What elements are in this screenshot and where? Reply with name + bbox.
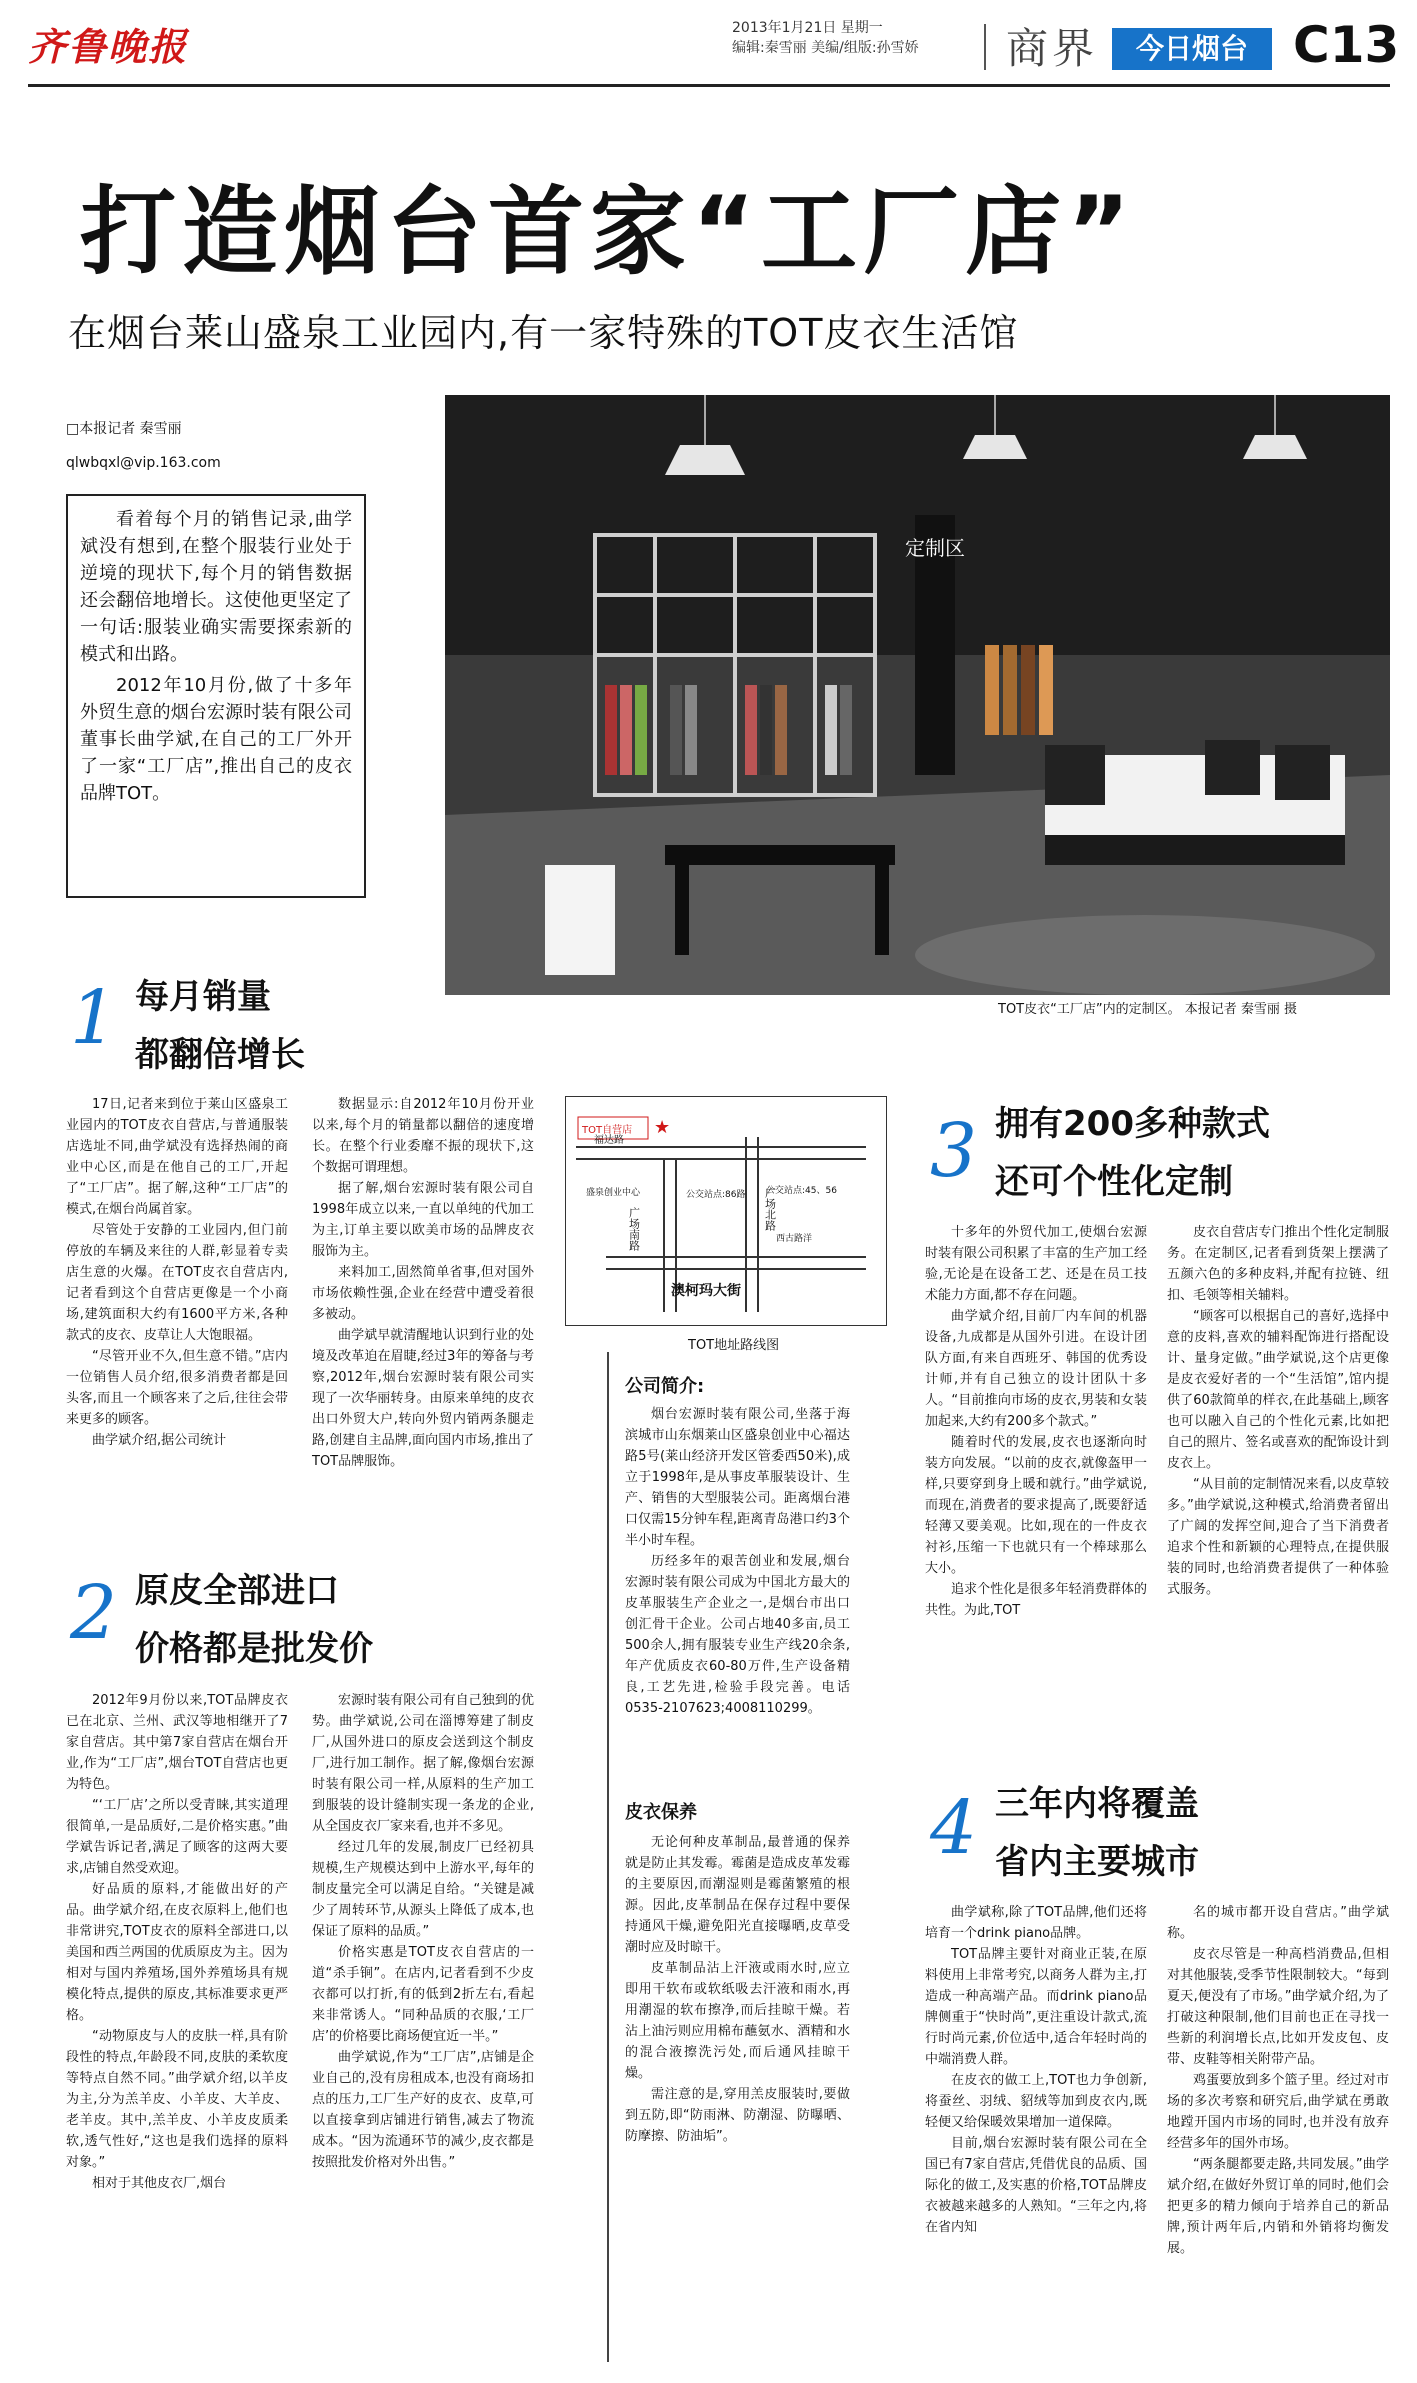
paragraph: “尽管开业不久,但生意不错。”店内一位销售人员介绍,很多消费者都是回头客,而且一个顾客来了之后,往往会带来更多的顾客。 [66, 1349, 288, 1427]
paragraph: 经过几年的发展,制皮厂已经初具规模,生产规模达到中上游水平,每年的制皮量完全可以满足自给。“关键是减少了周转环节,从源头上降低了成本,也保证了原料的品质。” [312, 1840, 534, 1939]
paragraph: 烟台宏源时装有限公司,坐落于海滨城市山东烟莱山区盛泉创业中心福达路5号(莱山经济开发区管委西50米),成立于1998年,是从事皮革服装设计、生产、销售的大型服装公司。距离烟台港口仅需15分钟车程,距离青岛港口约3个半小时车程。 [625, 1407, 850, 1548]
section-3-col-1 [925, 1222, 1147, 1621]
paragraph: 曲学斌称,除了TOT品牌,他们还将培育一个drink piano品牌。 [925, 1905, 1147, 1941]
showroom-illustration [445, 395, 1390, 995]
section-4-col-1 [925, 1902, 1147, 2238]
paragraph: 数据显示:自2012年10月份开业以来,每个月的销量都以翻倍的速度增长。在整个行业委靡不振的现状下,这个数据可谓理想。 [312, 1097, 534, 1175]
photo-caption: TOT皮衣“工厂店”内的定制区。 本报记者 秦雪丽 摄 [998, 1002, 1297, 1017]
map-store-label: TOT自营店 [582, 1125, 633, 1136]
section-heading [135, 1562, 373, 1678]
paragraph: “从目前的定制情况来看,以皮草较多。”曲学斌说,这种模式,给消费者留出了广阔的发挥空间,迎合了当下消费者追求个性和新颖的心理特点,在提供服装的同时,也给消费者提供了一种体验式服务。 [1167, 1477, 1389, 1597]
paragraph: 名的城市都开设自营店。”曲学斌称。 [1167, 1905, 1389, 1941]
newspaper-logo: 齐鲁晚报 [28, 24, 189, 69]
paragraph: “动物原皮与人的皮肤一样,具有阶段性的特点,年龄段不同,皮肤的柔软度等特点自然不同。”曲学斌介绍,以羊皮为主,分为羔羊皮、小羊皮、大羊皮、老羊皮。其中,羔羊皮、小羊皮皮质柔软,透气性好,“这也是我们选择的原料对象。” [66, 2029, 288, 2170]
star-icon: ★ [654, 1117, 671, 1138]
map-road-label: 澳柯玛大街 [671, 1283, 741, 1299]
headline: 打造烟台首家“工厂店” [80, 176, 1137, 288]
paragraph: 尽管处于安静的工业园内,但门前停放的车辆及来往的人群,彰显着专卖店生意的火爆。在TOT皮衣自营店内,记者看到这个自营店更像是一个小商场,建筑面积大约有1600平方米,各种款式的皮衣、皮草让人大饱眼福。 [66, 1223, 288, 1343]
paragraph: “‘工厂店’之所以受青睐,其实道理很简单,一是品质好,二是价格实惠。”曲学斌告诉记者,满足了顾客的这两大要求,店铺自然受欢迎。 [66, 1798, 288, 1876]
section-number: 2 [70, 1570, 118, 1656]
paragraph: 好品质的原料,才能做出好的产品。曲学斌介绍,在皮衣原料上,他们也非常讲究,TOT皮衣的原料全部进口,以美国和西兰两国的优质原皮为主。因为相对与国内养殖场,国外养殖场具有规模化特点,提供的原皮,其标准要求更严格。 [66, 1882, 288, 2023]
paragraph: 在皮衣的做工上,TOT也力争创新,将蚕丝、羽绒、貂绒等加到皮衣内,既轻便又给保暖效果增加一道保障。 [925, 2073, 1147, 2130]
paragraph: 皮革制品沾上汗液或雨水时,应立即用干软布或软纸吸去汗液和雨水,再用潮湿的软布擦净,而后挂晾干燥。若沾上油污则应用棉布蘸氨水、酒精和水的混合液擦洗污处,而后通风挂晾干燥。 [625, 1961, 850, 2081]
section-number: 4 [930, 1785, 978, 1871]
section-heading [995, 1775, 1199, 1891]
paragraph: 宏源时装有限公司有自己独到的优势。曲学斌说,公司在淄博筹建了制皮厂,从国外进口的原皮会送到这个制皮厂,进行加工制作。据了解,像烟台宏源时装有限公司一样,从原料的生产加工到服装的设计缝制实现一条龙的企业,从全国皮衣厂家来看,也并不多见。 [312, 1693, 534, 1834]
section-2-col-1 [66, 1690, 288, 2194]
byline: □本报记者 秦雪丽 [66, 421, 182, 437]
info-divider [607, 1352, 609, 2362]
paragraph: 来料加工,固然简单省事,但对国外市场依赖性强,企业在经营中遭受着很多被动。 [312, 1265, 534, 1322]
paragraph: TOT品牌主要针对商业正装,在原料使用上非常考究,以商务人群为主,打造成一种高端产品。而drink piano品牌侧重于“快时尚”,更注重设计款式,流行时尚元素,价位适中,适合年轻时尚的中端消费人群。 [925, 1947, 1147, 2067]
section-heading-line: 还可个性化定制 [995, 1162, 1233, 1202]
photo-sign: 定制区 [905, 536, 965, 560]
care-text [625, 1832, 850, 2147]
section-1-col-2 [312, 1094, 534, 1472]
route-map-drawing [566, 1097, 886, 1325]
paragraph: 需注意的是,穿用羔皮服装时,要做到五防,即“防雨淋、防潮湿、防曝晒、防摩擦、防油垢”。 [625, 2087, 850, 2144]
paragraph: 价格实惠是TOT皮衣自营店的一道“杀手锏”。在店内,记者看到不少皮衣都可以打折,有的低到2折左右,看起来非常诱人。“同种品质的衣服,‘工厂店’的价格要比商场便宜近一半。” [312, 1945, 534, 2044]
section-number: 3 [930, 1108, 978, 1194]
paragraph: 皮衣自营店专门推出个性化定制服务。在定制区,记者看到货架上摆满了五颜六色的多种皮料,并配有拉链、纽扣、毛领等相关辅料。 [1167, 1225, 1389, 1303]
map-bus-label: 公交站点:86路 [686, 1190, 746, 1200]
intro-text [80, 506, 352, 811]
map-caption: TOT地址路线图 [688, 1338, 780, 1353]
paragraph: 曲学斌介绍,据公司统计 [92, 1433, 227, 1448]
map-place-label: 西古路洋 [776, 1234, 813, 1244]
section-badge: 今日烟台 [1112, 28, 1272, 70]
map-road-label: 广场南路 [627, 1207, 641, 1251]
paragraph: 鸡蛋要放到多个篮子里。经过对市场的多次考察和研究后,曲学斌在勇敢地蹚开国内市场的同时,也并没有放弃经营多年的国外市场。 [1167, 2073, 1389, 2151]
paragraph: “两条腿都要走路,共同发展。”曲学斌介绍,在做好外贸订单的同时,他们会把更多的精力倾向于培养自己的新品牌,预计两年后,内销和外销将均衡发展。 [1167, 2157, 1389, 2256]
section-heading-line: 都翻倍增长 [135, 1035, 305, 1075]
paragraph: 曲学斌介绍,目前厂内车间的机器设备,九成都是从国外引进。在设计团队方面,有来自西班牙、韩国的优秀设计师,并有自己独立的设计团队十多人。“目前推向市场的皮衣,男装和女装加起来,大约有200多个款式。” [925, 1309, 1147, 1429]
section-heading-line: 三年内将覆盖 [995, 1784, 1199, 1824]
section-number: 1 [70, 975, 118, 1061]
paragraph: 17日,记者来到位于莱山区盛泉工业园内的TOT皮衣自营店,与普通服装店选址不同,曲学斌没有选择热闹的商业中心区,而是在他自己的工厂,开起了“工厂店”。据了解,这种“工厂店”的模式,在烟台尚属首家。 [66, 1097, 288, 1217]
company-text [625, 1404, 850, 1719]
care-heading: 皮衣保养 [625, 1802, 697, 1823]
page-number: C13 [1293, 16, 1400, 74]
paragraph: 皮衣尽管是一种高档消费品,但相对其他服装,受季节性限制较大。“每到夏天,便没有了市场。”曲学斌介绍,为了打破这种限制,他们目前也正在寻找一些新的利润增长点,比如开发皮包、皮带、皮鞋等相关附带产品。 [1167, 1947, 1389, 2067]
map-road-label: 广场北路 [763, 1187, 777, 1231]
reporter-email: qlwbqxl@vip.163.com [66, 455, 221, 471]
paragraph: 曲学斌早就清醒地认识到行业的处境及改革迫在眉睫,经过3年的筹备与考察,2012年,烟台宏源时装有限公司实现了一次华丽转身。由原来单纯的皮衣出口外贸大户,转向外贸内销两条腿走路,创建自主品牌,面向国内市场,推出了TOT品牌服饰。 [312, 1328, 534, 1469]
subheadline: 在烟台莱山盛泉工业园内,有一家特殊的TOT皮衣生活馆 [68, 311, 1019, 355]
section-4-col-2 [1167, 1902, 1389, 2259]
paragraph: 十多年的外贸代加工,使烟台宏源时装有限公司积累了丰富的生产加工经验,无论是在设备工艺、还是在员工技术能力方面,都不存在问题。 [925, 1225, 1147, 1303]
header-meta [732, 18, 919, 58]
map-road-label: 福达路 [594, 1135, 624, 1146]
paragraph: 随着时代的发展,皮衣也逐渐向时装方向发展。“以前的皮衣,就像盔甲一样,只要穿到身上暖和就行。”曲学斌说,而现在,消费者的要求提高了,既要舒适轻薄又要美观。比如,现在的一件皮衣衬衫,压缩一下也就只有一个棒球那么大小。 [925, 1435, 1147, 1576]
route-map [565, 1096, 887, 1326]
company-heading: 公司简介: [625, 1376, 705, 1397]
section-2-col-2 [312, 1690, 534, 2173]
date-line: 2013年1月21日 星期一 [732, 20, 883, 36]
byline-block [66, 412, 221, 480]
paragraph: 据了解,烟台宏源时装有限公司自1998年成立以来,一直以单纯的代加工为主,订单主要以欧美市场的品牌皮衣服饰为主。 [312, 1181, 534, 1259]
paragraph: “顾客可以根据自己的喜好,选择中意的皮料,喜欢的辅料配饰进行搭配设计、量身定做。”曲学斌说,这个店更像是皮衣爱好者的一个“生活馆”,馆内提供了60款简单的样衣,在此基础上,顾客也可以融入自己的个性化元素,比如把自己的照片、签名或喜欢的配饰设计到皮衣上。 [1167, 1309, 1389, 1471]
paragraph: 2012年9月份以来,TOT品牌皮衣已在北京、兰州、武汉等地相继开了7家自营店。其中第7家自营店在烟台开业,作为“工厂店”,烟台TOT自营店也更为特色。 [66, 1693, 288, 1792]
section-heading-line: 拥有200多种款式 [995, 1104, 1270, 1144]
paragraph: 目前,烟台宏源时装有限公司在全国已有7家自营店,凭借优良的品质、国际化的做工,及实惠的价格,TOT品牌皮衣被越来越多的人熟知。“三年之内,将在省内知 [925, 2136, 1147, 2235]
paragraph: 追求个性化是很多年轻消费群体的共性。为此,TOT [925, 1582, 1147, 1618]
paragraph: 相对于其他皮衣厂,烟台 [92, 2176, 227, 2191]
section-heading-line: 原皮全部进口 [135, 1571, 339, 1611]
section-heading-line: 省内主要城市 [995, 1842, 1199, 1882]
header-rule [28, 84, 1390, 87]
section-3-col-2 [1167, 1222, 1389, 1600]
section-heading-line: 每月销量 [135, 977, 271, 1017]
paragraph: 无论何种皮革制品,最普通的保养就是防止其发霉。霉菌是造成皮革发霉的主要原因,而潮湿则是霉菌繁殖的根源。因此,皮革制品在保存过程中要保持通风干燥,避免阳光直接曝晒,皮草受潮时应及时晾干。 [625, 1835, 850, 1955]
section-heading [135, 968, 305, 1084]
section-1-col-1 [66, 1094, 288, 1451]
intro-paragraph: 2012年10月份,做了十多年外贸生意的烟台宏源时装有限公司董事长曲学斌,在自己的工厂外开了一家“工厂店”,推出自己的皮衣品牌TOT。 [80, 675, 352, 804]
map-bus-label: 公交站点:45、56 [766, 1186, 837, 1196]
section-heading-line: 价格都是批发价 [135, 1629, 373, 1669]
section-heading [995, 1095, 1270, 1211]
header-separator [984, 24, 986, 70]
store-photo [445, 395, 1390, 995]
paragraph: 历经多年的艰苦创业和发展,烟台宏源时装有限公司成为中国北方最大的皮革服装生产企业之一,是烟台市出口创汇骨干企业。公司占地40多亩,员工500余人,拥有服装专业生产线20余条,年产优质皮衣60-80万件,生产设备精良,工艺先进,检验手段完善。电话0535-2107623;4008110299。 [625, 1554, 850, 1716]
map-place-label: 盛泉创业中心 [586, 1188, 641, 1198]
paragraph: 曲学斌说,作为“工厂店”,店铺是企业自己的,没有房租成本,也没有商场扣点的压力,工厂生产好的皮衣、皮草,可以直接拿到店铺进行销售,减去了物流成本。“因为流通环节的减少,皮衣都是按照批发价格对外出售。” [312, 2050, 534, 2170]
editor-line: 编辑:秦雪丽 美编/组版:孙雪娇 [732, 40, 919, 56]
intro-paragraph: 看着每个月的销售记录,曲学斌没有想到,在整个服装行业处于逆境的现状下,每个月的销售数据还会翻倍地增长。这使他更坚定了一句话:服装业确实需要探索新的模式和出路。 [80, 509, 352, 665]
section-name: 商界 [1006, 24, 1099, 73]
